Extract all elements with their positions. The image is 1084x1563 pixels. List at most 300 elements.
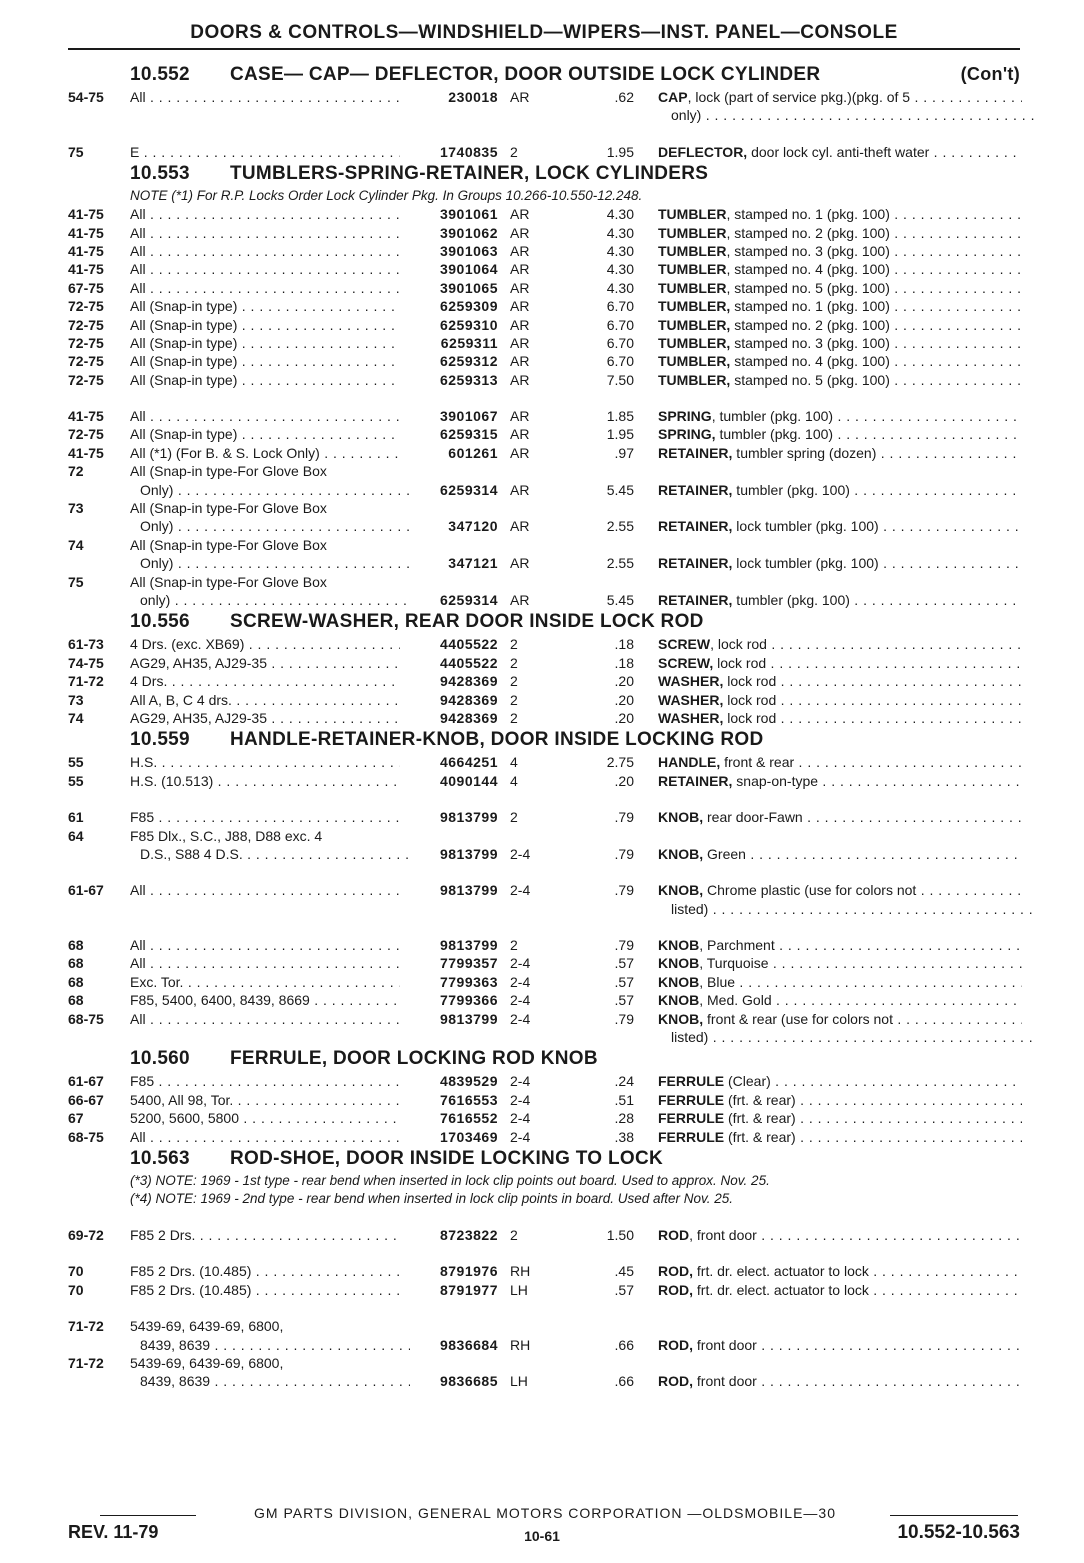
part-row	[68, 691, 1020, 709]
quantity: AR	[510, 298, 530, 315]
model-year: 54-75	[68, 89, 104, 105]
part-name: TUMBLER,	[658, 334, 731, 351]
part-row	[68, 143, 1020, 161]
parts-catalog-body	[68, 62, 1020, 1391]
quantity: AR	[510, 426, 530, 443]
model-applicability: All . . .	[130, 954, 400, 972]
part-name: FERRULE	[658, 1091, 725, 1108]
description-text: lock rod	[723, 673, 777, 690]
part-name: SPRING	[658, 408, 712, 425]
leader-dots	[766, 655, 1022, 671]
part-name: RETAINER,	[658, 555, 733, 572]
part-description	[658, 691, 1022, 709]
model-applicability: 5400, All 98, Tor. . . .	[130, 1091, 400, 1109]
part-name: KNOB,	[658, 882, 704, 899]
part-number: 601261	[448, 444, 498, 461]
model-year: 66-67	[68, 1091, 104, 1108]
section-title: HANDLE-RETAINER-KNOB, DOOR INSIDE LOCKING ROD	[230, 729, 764, 751]
part-row	[68, 1262, 1020, 1280]
part-name: HANDLE,	[658, 754, 721, 771]
part-description	[658, 654, 1022, 672]
part-description	[658, 808, 1022, 826]
part-description	[658, 143, 1022, 161]
description-text: (frt. & rear)	[724, 1091, 796, 1108]
leader-dots	[879, 555, 1022, 571]
model-applicability: F85 2 Drs. . . .	[130, 1226, 400, 1244]
part-name: RETAINER,	[658, 481, 733, 498]
leader-dots	[771, 1073, 1022, 1089]
part-name: ROD,	[658, 1373, 693, 1390]
leader-dots	[767, 636, 1022, 652]
model-applicability: 4 Drs. (exc. XB69) . . .	[130, 635, 400, 653]
description-text: , stamped no. 1 (pkg. 100)	[726, 206, 890, 223]
description-text: , tumbler (pkg. 100)	[711, 408, 834, 425]
part-number: 9813799	[439, 845, 498, 862]
part-row	[68, 1109, 1020, 1127]
part-description	[658, 936, 1022, 954]
parts-section	[68, 729, 1020, 1046]
quantity: 4	[510, 754, 518, 771]
quantity: 2	[510, 1226, 518, 1243]
model-year: 68	[68, 937, 84, 954]
model-year: 74	[68, 536, 84, 553]
model-year: 61-67	[68, 882, 104, 899]
leader-dots	[796, 1129, 1022, 1145]
description-text: stamped no. 3 (pkg. 100)	[730, 334, 890, 351]
model-applicability: 5439-69, 6439-69, 6800,	[130, 1354, 284, 1371]
part-description	[658, 224, 1022, 242]
model-year: 41-75	[68, 206, 104, 223]
leader-dots	[708, 901, 1035, 917]
part-row	[68, 827, 1020, 845]
part-name: KNOB,	[658, 845, 704, 862]
model-year: 69-72	[68, 1226, 104, 1243]
section-heading	[68, 611, 1020, 635]
part-name: RETAINER,	[658, 591, 733, 608]
price: 2.55	[606, 555, 634, 572]
part-row	[68, 1336, 1020, 1354]
quantity: AR	[510, 334, 530, 351]
model-applicability: Exc. Tor. . . .	[130, 973, 400, 991]
price: .18	[614, 654, 634, 671]
part-row	[68, 242, 1020, 260]
quantity: AR	[510, 408, 530, 425]
section-note: NOTE (*1) For R.P. Locks Order Lock Cylinder Pkg. In Groups 10.266-10.550-12.248.	[130, 188, 643, 204]
model-year: 71-72	[68, 673, 104, 690]
model-applicability: F85 Dlx., S.C., J88, D88 exc. 4	[130, 827, 323, 844]
part-row	[68, 1226, 1020, 1244]
part-name: ROD,	[658, 1336, 693, 1353]
quantity: 2	[510, 143, 518, 160]
part-description	[658, 845, 1022, 863]
model-applicability: All . . .	[130, 242, 400, 260]
model-applicability: All (Snap-in type) . . .	[130, 316, 400, 334]
model-applicability: All . . .	[130, 279, 400, 297]
part-name: KNOB	[658, 955, 700, 972]
leader-dots	[735, 974, 1022, 990]
part-row	[68, 1281, 1020, 1299]
model-applicability: All (Snap-in type-For Glove Box	[130, 463, 327, 480]
model-year: 61-73	[68, 636, 104, 653]
part-row	[68, 462, 1020, 480]
leader-dots	[757, 1227, 1022, 1243]
leader-dots	[869, 1282, 1022, 1298]
part-description	[658, 991, 1022, 1009]
price: .45	[614, 1263, 634, 1280]
model-year: 72-75	[68, 353, 104, 370]
part-row	[68, 973, 1020, 991]
leader-dots	[893, 1011, 1022, 1027]
part-number: 8791976	[439, 1263, 498, 1280]
footer-rule-right	[890, 1515, 1018, 1516]
part-description	[658, 881, 1022, 899]
section-heading	[68, 163, 1020, 187]
description-text: lock tumbler (pkg. 100)	[732, 555, 879, 572]
part-row	[68, 517, 1020, 535]
model-year: 67	[68, 1110, 84, 1127]
model-applicability: F85, 5400, 6400, 8439, 8669 . . .	[130, 991, 400, 1009]
model-applicability: 5200, 5600, 5800 . . .	[130, 1109, 400, 1127]
quantity: LH	[510, 1281, 528, 1298]
quantity: AR	[510, 371, 530, 388]
model-applicability: H.S. (10.513) . . .	[130, 772, 400, 790]
description-text: , Med. Gold	[699, 992, 772, 1009]
part-name: TUMBLER,	[658, 371, 731, 388]
description-text: stamped no. 1 (pkg. 100)	[730, 298, 890, 315]
quantity: 2-4	[510, 845, 531, 862]
part-name: SCREW	[658, 636, 711, 653]
part-row	[68, 900, 1020, 918]
price: .20	[614, 691, 634, 708]
part-description	[658, 481, 1022, 499]
model-applicability: E . . .	[130, 143, 400, 161]
model-applicability: All (Snap-in type) . . .	[130, 371, 400, 389]
footer-rule-left	[100, 1515, 196, 1516]
model-year: 67-75	[68, 279, 104, 296]
model-applicability: All . . .	[130, 88, 400, 106]
leader-dots	[776, 673, 1022, 689]
part-row	[68, 260, 1020, 278]
price: .79	[614, 1010, 634, 1027]
section-note: (*3) NOTE: 1969 - 1st type - rear bend when inserted in lock clip points out board. Used to approx. Nov. 25.	[130, 1172, 770, 1188]
quantity: AR	[510, 444, 530, 461]
leader-dots	[890, 335, 1022, 351]
part-description	[658, 1010, 1022, 1028]
part-name: WASHER,	[658, 673, 724, 690]
part-description	[658, 753, 1022, 771]
model-applicability: 8439, 8639 . . .	[140, 1372, 410, 1390]
description-text: , stamped no. 3 (pkg. 100)	[726, 242, 890, 259]
model-applicability: F85 . . .	[130, 1072, 400, 1090]
quantity: 2	[510, 636, 518, 653]
model-applicability: All . . .	[130, 260, 400, 278]
description-text: , lock rod	[710, 636, 767, 653]
model-year: 68	[68, 973, 84, 990]
part-number: 9428369	[439, 709, 498, 726]
description-text: , stamped no. 4 (pkg. 100)	[726, 261, 890, 278]
part-number: 3901062	[439, 224, 498, 241]
leader-dots	[890, 317, 1022, 333]
part-row	[68, 1372, 1020, 1390]
price: 1.85	[606, 408, 634, 425]
part-name: TUMBLER	[658, 279, 727, 296]
leader-dots	[929, 144, 1022, 160]
description-text: frt. dr. elect. actuator to lock	[693, 1263, 869, 1280]
description-text: listed)	[671, 1029, 709, 1046]
leader-dots	[769, 955, 1023, 971]
price: 1.50	[606, 1226, 634, 1243]
model-year: 61-67	[68, 1073, 104, 1090]
model-year: 41-75	[68, 224, 104, 241]
section-heading	[68, 64, 1020, 88]
quantity: LH	[510, 1373, 528, 1390]
section-number: 10.553	[130, 163, 190, 185]
part-description	[658, 1262, 1022, 1280]
part-description	[658, 407, 1022, 425]
part-description	[658, 1336, 1022, 1354]
leader-dots	[890, 225, 1022, 241]
price: .20	[614, 772, 634, 789]
part-number: 347121	[448, 555, 498, 572]
model-year: 72-75	[68, 298, 104, 315]
part-description	[671, 106, 1035, 124]
description-text: front & rear	[720, 754, 795, 771]
leader-dots	[757, 1337, 1022, 1353]
model-year: 68	[68, 992, 84, 1009]
quantity: AR	[510, 555, 530, 572]
description-text: , lock (part of service pkg.)(pkg. of 5	[687, 89, 911, 105]
model-year: 41-75	[68, 408, 104, 425]
description-text: rear door-Fawn	[703, 809, 803, 826]
part-number: 9813799	[439, 882, 498, 899]
part-number: 9836685	[439, 1373, 498, 1390]
leader-dots	[890, 298, 1022, 314]
part-description	[658, 517, 1022, 535]
part-row	[68, 536, 1020, 554]
part-row	[68, 297, 1020, 315]
leader-dots	[833, 426, 1022, 442]
price: .97	[614, 444, 634, 461]
part-number: 6259313	[439, 371, 498, 388]
description-text: , Turquoise	[699, 955, 769, 972]
quantity: RH	[510, 1336, 531, 1353]
description-text: (frt. & rear)	[724, 1110, 796, 1127]
part-description	[658, 334, 1022, 352]
part-description	[658, 672, 1022, 690]
part-row	[68, 444, 1020, 462]
quantity: 4	[510, 772, 518, 789]
price: 4.30	[606, 224, 634, 241]
price: .24	[614, 1073, 634, 1090]
price: .79	[614, 809, 634, 826]
model-year: 72-75	[68, 316, 104, 333]
section-number: 10.556	[130, 611, 190, 633]
part-row	[68, 808, 1020, 826]
section-title: ROD-SHOE, DOOR INSIDE LOCKING TO LOCK	[230, 1147, 663, 1169]
description-text: , front door	[689, 1226, 757, 1243]
part-number: 3901064	[439, 261, 498, 278]
quantity: AR	[510, 224, 530, 241]
part-description	[658, 772, 1022, 790]
part-number: 8723822	[439, 1226, 498, 1243]
part-number: 3901061	[439, 206, 498, 223]
model-applicability: All . . .	[130, 205, 400, 223]
section-title: FERRULE, DOOR LOCKING ROD KNOB	[230, 1048, 598, 1070]
leader-dots	[869, 1263, 1022, 1279]
leader-dots	[916, 882, 1022, 898]
leader-dots	[803, 809, 1022, 825]
part-name: FERRULE	[658, 1110, 725, 1127]
part-description	[658, 709, 1022, 727]
section-heading	[68, 1048, 1020, 1072]
leader-dots	[850, 592, 1022, 608]
part-description	[658, 1109, 1022, 1127]
price: 4.30	[606, 261, 634, 278]
part-row	[68, 1317, 1020, 1335]
part-number: 347120	[448, 518, 498, 535]
part-number: 3901063	[439, 242, 498, 259]
model-applicability: F85 2 Drs. (10.485) . . .	[130, 1262, 400, 1280]
part-number: 6259314	[439, 481, 498, 498]
part-description	[658, 591, 1022, 609]
price: .57	[614, 1281, 634, 1298]
leader-dots	[890, 280, 1022, 296]
description-text: , Parchment	[699, 937, 775, 954]
price: 6.70	[606, 316, 634, 333]
part-name: ROD	[658, 1226, 690, 1243]
part-name: TUMBLER,	[658, 298, 731, 315]
model-applicability: All . . .	[130, 407, 400, 425]
model-applicability: All (Snap-in type) . . .	[130, 425, 400, 443]
parts-section	[68, 163, 1020, 609]
price: 2.75	[606, 754, 634, 771]
part-name: TUMBLER,	[658, 316, 731, 333]
part-name: KNOB,	[658, 1010, 704, 1027]
description-text: lock tumbler (pkg. 100)	[732, 518, 879, 535]
part-number: 7616553	[439, 1091, 498, 1108]
leader-dots	[876, 445, 1022, 461]
part-description	[671, 1028, 1035, 1046]
leader-dots	[746, 846, 1022, 862]
parts-section	[68, 1148, 1020, 1391]
model-applicability: 8439, 8639 . . .	[140, 1336, 410, 1354]
parts-section	[68, 1048, 1020, 1146]
part-number: 9813799	[439, 937, 498, 954]
model-year: 73	[68, 691, 84, 708]
quantity: AR	[510, 89, 530, 105]
part-description	[658, 973, 1022, 991]
description-text: door lock cyl. anti-theft water	[747, 143, 930, 160]
quantity: AR	[510, 206, 530, 223]
description-text: front & rear (use for colors not	[703, 1010, 893, 1027]
part-number: 3901065	[439, 279, 498, 296]
part-description	[658, 635, 1022, 653]
model-year: 41-75	[68, 242, 104, 259]
description-text: tumbler spring (dozen)	[732, 444, 877, 461]
quantity: 2-4	[510, 882, 531, 899]
quantity: 2-4	[510, 1010, 531, 1027]
part-description	[658, 371, 1022, 389]
model-year: 72-75	[68, 334, 104, 351]
part-name: ROD,	[658, 1281, 693, 1298]
part-number: 1703469	[439, 1128, 498, 1145]
description-text: front door	[693, 1373, 757, 1390]
part-row	[68, 1128, 1020, 1146]
price: 5.45	[606, 481, 634, 498]
part-row	[68, 334, 1020, 352]
part-description	[658, 444, 1022, 462]
price: 6.70	[606, 298, 634, 315]
footer-section-range: 10.552-10.563	[897, 1522, 1020, 1543]
quantity: AR	[510, 242, 530, 259]
model-applicability: All (Snap-in type) . . .	[130, 297, 400, 315]
description-text: (frt. & rear)	[724, 1128, 796, 1145]
part-number: 6259312	[439, 353, 498, 370]
part-description	[658, 316, 1022, 334]
quantity: AR	[510, 591, 530, 608]
price: .28	[614, 1110, 634, 1127]
part-name: TUMBLER	[658, 206, 727, 223]
model-applicability: only) . . .	[140, 591, 410, 609]
leader-dots	[879, 518, 1022, 534]
model-year: 70	[68, 1281, 84, 1298]
section-number: 10.559	[130, 729, 190, 751]
model-applicability: F85 . . .	[130, 808, 400, 826]
price: 2.55	[606, 518, 634, 535]
quantity: 2-4	[510, 992, 531, 1009]
part-number: 4839529	[439, 1073, 498, 1090]
part-row	[68, 753, 1020, 771]
description-text: tumbler (pkg. 100)	[715, 426, 834, 443]
description-text: Green	[703, 845, 746, 862]
part-row	[68, 371, 1020, 389]
price: 4.30	[606, 279, 634, 296]
part-description	[658, 242, 1022, 260]
leader-dots	[776, 692, 1022, 708]
part-name: KNOB,	[658, 809, 704, 826]
description-text: Chrome plastic (use for colors not	[703, 882, 917, 899]
description-text: tumbler (pkg. 100)	[732, 591, 850, 608]
quantity: AR	[510, 518, 530, 535]
description-text: lock rod	[723, 709, 777, 726]
part-row	[68, 407, 1020, 425]
quantity: 2-4	[510, 973, 531, 990]
description-text: lock rod	[713, 654, 767, 671]
part-number: 7799366	[439, 992, 498, 1009]
part-name: ROD,	[658, 1263, 693, 1280]
quantity: 2	[510, 937, 518, 954]
section-number: 10.552	[130, 64, 190, 85]
leader-dots	[796, 1110, 1022, 1126]
part-number: 4405522	[439, 636, 498, 653]
part-number: 9836684	[439, 1336, 498, 1353]
quantity: 2	[510, 709, 518, 726]
model-applicability: Only) . . .	[140, 554, 410, 572]
parts-section	[68, 611, 1020, 727]
part-description	[658, 554, 1022, 572]
description-text: snap-on-type	[732, 772, 819, 789]
part-description	[658, 205, 1022, 223]
part-number: 6259310	[439, 316, 498, 333]
model-applicability: All . . .	[130, 1010, 400, 1028]
page-header	[68, 20, 1020, 50]
footer-corporation: GM PARTS DIVISION, GENERAL MOTORS CORPORATION —OLDSMOBILE—30	[254, 1505, 836, 1521]
description-text: listed)	[671, 900, 709, 917]
model-year: 68-75	[68, 1010, 104, 1027]
part-name: WASHER,	[658, 709, 724, 726]
part-name: TUMBLER,	[658, 353, 731, 370]
price: .66	[614, 1336, 634, 1353]
